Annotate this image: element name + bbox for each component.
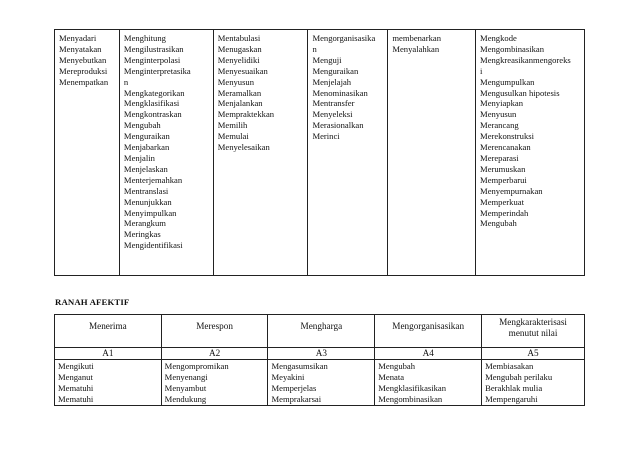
affective-column [375, 360, 482, 406]
affective-column [55, 360, 162, 406]
column-code: A5 [482, 348, 585, 360]
affective-column [268, 360, 375, 406]
table-row [55, 360, 585, 406]
cognitive-column [55, 30, 120, 276]
affective-column [482, 360, 585, 406]
cell-text: Menyadari Menyatakan Menyebutkan Mereproduksi Menempatkan [59, 33, 109, 87]
cell-text: Mengasumsikan Meyakini Memperjelas Memprakarsai [271, 361, 328, 404]
cognitive-column [119, 30, 213, 276]
header-row [55, 315, 585, 348]
column-code: A2 [161, 348, 268, 360]
table-row [55, 30, 585, 276]
column-header: Menerima [55, 315, 162, 348]
affective-verbs-table [54, 314, 585, 406]
cell-text: membenarkan Menyalahkan [392, 33, 442, 54]
column-code: A1 [55, 348, 162, 360]
code-row [55, 348, 585, 360]
affective-column [161, 360, 268, 406]
cell-text: Mengompromikan Menyenangi Menyambut Mendukung [164, 361, 229, 404]
column-header: Mengkarakterisasi menutut nilai [482, 315, 585, 348]
column-code: A4 [375, 348, 482, 360]
cell-text: Mengikuti Menganut Mematuhi Mematuhi [58, 361, 94, 404]
cell-text: Mengorganisasika n Menguji Menguraikan Menjelajah Menominasikan Mentransfer Menyeleksi Merasionalkan Merinci [312, 33, 376, 142]
cognitive-column [476, 30, 585, 276]
cognitive-verbs-table [54, 29, 585, 276]
section-title: RANAH AFEKTIF [55, 297, 130, 307]
column-header: Merespon [161, 315, 268, 348]
cell-text: Mengubah Menata Mengklasifikasikan Mengombinasikan [378, 361, 447, 404]
cell-text: Mengkode Mengombinasikan Mengkreasikanmengoreks i Mengumpulkan Mengusulkan hipotesis Menyiapkan Menyusun Merancang Merekonstruksi Merencanakan Mereparasi Merumuskan Memperbarui Menyempurnakan Memperkuat Memperindah Mengubah [480, 33, 571, 229]
column-header: Mengharga [268, 315, 375, 348]
cell-text: Mentabulasi Menugaskan Menyelidiki Menyesuaikan Menyusun Meramalkan Menjalankan Mempraktekkan Memilih Memulai Menyelesaikan [217, 33, 275, 153]
cell-text: Menghitung Mengilustrasikan Menginterpolasi Menginterpretasika n Mengkategorikan Mengklasifikasi Mengkontraskan Mengubah Menguraikan Menjabarkan Menjalin Menjelaskan Menterjemahkan Mentranslasi Menunjukkan Menyimpulkan Merangkum Meringkas Mengidentifikasi [123, 33, 191, 251]
cognitive-column [213, 30, 308, 276]
column-header: Mengorganisasikan [375, 315, 482, 348]
cell-text: Membiasakan Mengubah perilaku Berakhlak mulia Mempengaruhi [485, 361, 553, 404]
column-code: A3 [268, 348, 375, 360]
cognitive-column [308, 30, 388, 276]
cognitive-column [388, 30, 476, 276]
